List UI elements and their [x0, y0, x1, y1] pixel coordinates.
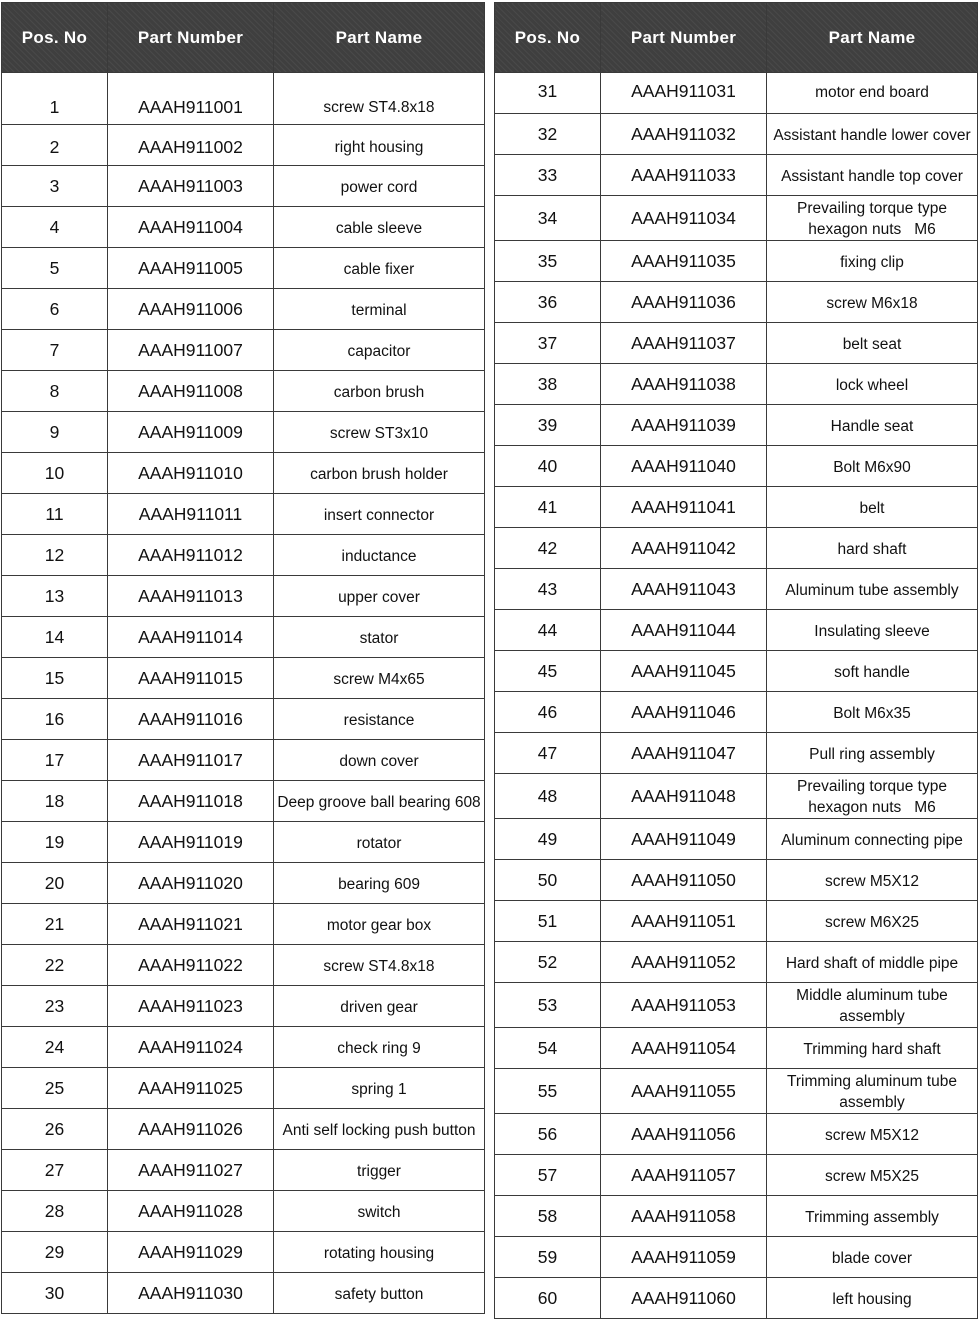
- part-number-cell: AAAH911013: [108, 576, 274, 617]
- pos-no-cell: 42: [495, 528, 601, 569]
- pos-no-cell: 54: [495, 1028, 601, 1069]
- table-row: [2, 904, 485, 945]
- part-number-cell: AAAH911011: [108, 494, 274, 535]
- pos-no-cell: 50: [495, 860, 601, 901]
- pos-no-cell: 39: [495, 405, 601, 446]
- pos-no-cell: 33: [495, 155, 601, 196]
- pos-no-cell: 5: [2, 248, 108, 289]
- table-row: [495, 114, 978, 155]
- part-number-cell: AAAH911010: [108, 453, 274, 494]
- table-row: [495, 651, 978, 692]
- part-name-cell: screw M5X12: [767, 860, 978, 901]
- table-row: [495, 1028, 978, 1069]
- part-name-cell: blade cover: [767, 1237, 978, 1278]
- table-row: [495, 733, 978, 774]
- table-row: [2, 371, 485, 412]
- pos-no-cell: 13: [2, 576, 108, 617]
- part-name-cell: carbon brush: [274, 371, 485, 412]
- part-name-cell: Assistant handle lower cover: [767, 114, 978, 155]
- table-row: [2, 863, 485, 904]
- part-name-cell: cable sleeve: [274, 207, 485, 248]
- part-name-cell: safety button: [274, 1273, 485, 1314]
- table-row: [2, 535, 485, 576]
- pos-no-cell: 19: [2, 822, 108, 863]
- part-number-cell: AAAH911006: [108, 289, 274, 330]
- part-number-cell: AAAH911037: [601, 323, 767, 364]
- part-name-cell: carbon brush holder: [274, 453, 485, 494]
- pos-no-cell: 3: [2, 166, 108, 207]
- table-row: [495, 1155, 978, 1196]
- part-number-cell: AAAH911035: [601, 241, 767, 282]
- pos-no-cell: 6: [2, 289, 108, 330]
- part-number-cell: AAAH911016: [108, 699, 274, 740]
- part-number-cell: AAAH911039: [601, 405, 767, 446]
- table-row: [2, 1027, 485, 1068]
- pos-no-cell: 44: [495, 610, 601, 651]
- pos-no-cell: 16: [2, 699, 108, 740]
- part-name-cell: Middle aluminum tube assembly: [767, 983, 978, 1028]
- table-row: [495, 901, 978, 942]
- part-number-cell: AAAH911025: [108, 1068, 274, 1109]
- table-row: [2, 453, 485, 494]
- part-name-cell: motor gear box: [274, 904, 485, 945]
- part-number-cell: AAAH911001: [108, 73, 274, 125]
- table-row: [495, 1237, 978, 1278]
- part-name-cell: screw M5X25: [767, 1155, 978, 1196]
- part-name-cell: screw ST4.8x18: [274, 73, 485, 125]
- part-name-cell: Trimming assembly: [767, 1196, 978, 1237]
- table-row: [495, 569, 978, 610]
- part-name-cell: Prevailing torque type hexagon nuts M6: [767, 196, 978, 241]
- pos-no-cell: 7: [2, 330, 108, 371]
- pos-no-cell: 52: [495, 942, 601, 983]
- part-name-cell: resistance: [274, 699, 485, 740]
- table-row: [495, 1069, 978, 1114]
- table-row: [495, 1196, 978, 1237]
- pos-no-cell: 47: [495, 733, 601, 774]
- part-number-cell: AAAH911051: [601, 901, 767, 942]
- pos-no-cell: 30: [2, 1273, 108, 1314]
- part-number-cell: AAAH911048: [601, 774, 767, 819]
- part-number-cell: AAAH911052: [601, 942, 767, 983]
- part-number-cell: AAAH911054: [601, 1028, 767, 1069]
- part-name-cell: lock wheel: [767, 364, 978, 405]
- part-number-cell: AAAH911033: [601, 155, 767, 196]
- part-number-cell: AAAH911004: [108, 207, 274, 248]
- pos-no-cell: 40: [495, 446, 601, 487]
- part-name-cell: Prevailing torque type hexagon nuts M6: [767, 774, 978, 819]
- table-row: [2, 576, 485, 617]
- part-name-cell: left housing: [767, 1278, 978, 1319]
- part-name-cell: spring 1: [274, 1068, 485, 1109]
- table-row: [495, 282, 978, 323]
- part-number-cell: AAAH911043: [601, 569, 767, 610]
- table-row: [2, 740, 485, 781]
- parts-table-right: [494, 2, 978, 1319]
- part-number-cell: AAAH911036: [601, 282, 767, 323]
- pos-no-cell: 4: [2, 207, 108, 248]
- part-name-cell: capacitor: [274, 330, 485, 371]
- pos-no-cell: 20: [2, 863, 108, 904]
- part-name-cell: check ring 9: [274, 1027, 485, 1068]
- part-name-cell: Assistant handle top cover: [767, 155, 978, 196]
- table-row: [495, 1278, 978, 1319]
- table-row: [2, 166, 485, 207]
- part-number-cell: AAAH911044: [601, 610, 767, 651]
- pos-no-cell: 22: [2, 945, 108, 986]
- part-name-cell: rotator: [274, 822, 485, 863]
- table-row: [2, 945, 485, 986]
- part-number-cell: AAAH911027: [108, 1150, 274, 1191]
- table-row: [495, 692, 978, 733]
- pos-no-cell: 27: [2, 1150, 108, 1191]
- parts-table-left: [1, 2, 485, 1314]
- part-number-cell: AAAH911041: [601, 487, 767, 528]
- table-row: [2, 781, 485, 822]
- part-number-cell: AAAH911045: [601, 651, 767, 692]
- pos-no-cell: 29: [2, 1232, 108, 1273]
- pos-no-cell: 46: [495, 692, 601, 733]
- pos-no-cell: 2: [2, 125, 108, 166]
- table-row: [495, 1114, 978, 1155]
- part-name-cell: power cord: [274, 166, 485, 207]
- table-row: [2, 289, 485, 330]
- part-name-cell: Bolt M6x90: [767, 446, 978, 487]
- table-row: [2, 699, 485, 740]
- part-name-cell: Handle seat: [767, 405, 978, 446]
- table-row: [495, 364, 978, 405]
- pos-no-cell: 17: [2, 740, 108, 781]
- header-part-number: Part Number: [601, 3, 767, 73]
- part-name-cell: Deep groove ball bearing 608: [274, 781, 485, 822]
- pos-no-cell: 57: [495, 1155, 601, 1196]
- table-row: [495, 774, 978, 819]
- part-name-cell: fixing clip: [767, 241, 978, 282]
- header-part-number: Part Number: [108, 3, 274, 73]
- pos-no-cell: 38: [495, 364, 601, 405]
- part-number-cell: AAAH911038: [601, 364, 767, 405]
- header-pos-no: Pos. No: [2, 3, 108, 73]
- table-row: [2, 1150, 485, 1191]
- pos-no-cell: 21: [2, 904, 108, 945]
- part-name-cell: down cover: [274, 740, 485, 781]
- part-name-cell: Trimming aluminum tube assembly: [767, 1069, 978, 1114]
- part-number-cell: AAAH911018: [108, 781, 274, 822]
- table-row: [495, 942, 978, 983]
- pos-no-cell: 56: [495, 1114, 601, 1155]
- part-number-cell: AAAH911028: [108, 1191, 274, 1232]
- pos-no-cell: 60: [495, 1278, 601, 1319]
- part-number-cell: AAAH911031: [601, 73, 767, 114]
- part-number-cell: AAAH911050: [601, 860, 767, 901]
- part-name-cell: Anti self locking push button: [274, 1109, 485, 1150]
- part-number-cell: AAAH911049: [601, 819, 767, 860]
- pos-no-cell: 37: [495, 323, 601, 364]
- part-name-cell: screw M6X25: [767, 901, 978, 942]
- pos-no-cell: 14: [2, 617, 108, 658]
- table-row: [2, 617, 485, 658]
- pos-no-cell: 43: [495, 569, 601, 610]
- part-name-cell: Aluminum connecting pipe: [767, 819, 978, 860]
- table-row: [2, 73, 485, 125]
- pos-no-cell: 25: [2, 1068, 108, 1109]
- part-number-cell: AAAH911005: [108, 248, 274, 289]
- part-number-cell: AAAH911022: [108, 945, 274, 986]
- table-row: [2, 986, 485, 1027]
- part-number-cell: AAAH911042: [601, 528, 767, 569]
- part-name-cell: Insulating sleeve: [767, 610, 978, 651]
- table-row: [495, 323, 978, 364]
- table-row: [2, 412, 485, 453]
- part-name-cell: screw ST4.8x18: [274, 945, 485, 986]
- pos-no-cell: 9: [2, 412, 108, 453]
- table-row: [2, 1232, 485, 1273]
- pos-no-cell: 53: [495, 983, 601, 1028]
- part-name-cell: Hard shaft of middle pipe: [767, 942, 978, 983]
- part-name-cell: belt seat: [767, 323, 978, 364]
- pos-no-cell: 58: [495, 1196, 601, 1237]
- part-name-cell: right housing: [274, 125, 485, 166]
- table-row: [2, 658, 485, 699]
- part-name-cell: screw M6x18: [767, 282, 978, 323]
- header-pos-no: Pos. No: [495, 3, 601, 73]
- table-row: [495, 241, 978, 282]
- table-row: [495, 610, 978, 651]
- pos-no-cell: 15: [2, 658, 108, 699]
- pos-no-cell: 35: [495, 241, 601, 282]
- part-name-cell: inductance: [274, 535, 485, 576]
- part-name-cell: belt: [767, 487, 978, 528]
- pos-no-cell: 36: [495, 282, 601, 323]
- header-part-name: Part Name: [274, 3, 485, 73]
- pos-no-cell: 26: [2, 1109, 108, 1150]
- part-name-cell: upper cover: [274, 576, 485, 617]
- pos-no-cell: 24: [2, 1027, 108, 1068]
- part-number-cell: AAAH911046: [601, 692, 767, 733]
- table-row: [495, 983, 978, 1028]
- part-name-cell: switch: [274, 1191, 485, 1232]
- pos-no-cell: 41: [495, 487, 601, 528]
- table-row: [2, 1273, 485, 1314]
- table-row: [2, 330, 485, 371]
- pos-no-cell: 1: [2, 73, 108, 125]
- part-number-cell: AAAH911024: [108, 1027, 274, 1068]
- part-number-cell: AAAH911032: [601, 114, 767, 155]
- table-row: [495, 73, 978, 114]
- part-number-cell: AAAH911021: [108, 904, 274, 945]
- part-number-cell: AAAH911040: [601, 446, 767, 487]
- part-name-cell: trigger: [274, 1150, 485, 1191]
- pos-no-cell: 49: [495, 819, 601, 860]
- pos-no-cell: 12: [2, 535, 108, 576]
- header-part-name: Part Name: [767, 3, 978, 73]
- part-name-cell: hard shaft: [767, 528, 978, 569]
- pos-no-cell: 23: [2, 986, 108, 1027]
- table-header-row: [2, 3, 485, 73]
- table-row: [2, 248, 485, 289]
- table-row: [2, 125, 485, 166]
- part-name-cell: screw M5X12: [767, 1114, 978, 1155]
- pos-no-cell: 18: [2, 781, 108, 822]
- part-name-cell: Trimming hard shaft: [767, 1028, 978, 1069]
- part-name-cell: Bolt M6x35: [767, 692, 978, 733]
- part-name-cell: bearing 609: [274, 863, 485, 904]
- part-name-cell: cable fixer: [274, 248, 485, 289]
- part-number-cell: AAAH911008: [108, 371, 274, 412]
- part-number-cell: AAAH911015: [108, 658, 274, 699]
- table-row: [495, 528, 978, 569]
- table-header-row: [495, 3, 978, 73]
- part-name-cell: screw ST3x10: [274, 412, 485, 453]
- table-row: [2, 1191, 485, 1232]
- part-name-cell: rotating housing: [274, 1232, 485, 1273]
- part-number-cell: AAAH911012: [108, 535, 274, 576]
- table-row: [2, 207, 485, 248]
- part-number-cell: AAAH911055: [601, 1069, 767, 1114]
- table-row: [495, 155, 978, 196]
- part-number-cell: AAAH911026: [108, 1109, 274, 1150]
- part-number-cell: AAAH911057: [601, 1155, 767, 1196]
- part-number-cell: AAAH911017: [108, 740, 274, 781]
- part-name-cell: Aluminum tube assembly: [767, 569, 978, 610]
- pos-no-cell: 59: [495, 1237, 601, 1278]
- table-row: [2, 1109, 485, 1150]
- part-number-cell: AAAH911029: [108, 1232, 274, 1273]
- part-name-cell: insert connector: [274, 494, 485, 535]
- pos-no-cell: 11: [2, 494, 108, 535]
- table-row: [495, 860, 978, 901]
- part-name-cell: driven gear: [274, 986, 485, 1027]
- part-number-cell: AAAH911007: [108, 330, 274, 371]
- pos-no-cell: 10: [2, 453, 108, 494]
- pos-no-cell: 45: [495, 651, 601, 692]
- part-name-cell: Pull ring assembly: [767, 733, 978, 774]
- part-name-cell: terminal: [274, 289, 485, 330]
- part-number-cell: AAAH911047: [601, 733, 767, 774]
- part-number-cell: AAAH911059: [601, 1237, 767, 1278]
- part-number-cell: AAAH911030: [108, 1273, 274, 1314]
- part-number-cell: AAAH911053: [601, 983, 767, 1028]
- pos-no-cell: 31: [495, 73, 601, 114]
- pos-no-cell: 32: [495, 114, 601, 155]
- table-row: [495, 405, 978, 446]
- pos-no-cell: 51: [495, 901, 601, 942]
- table-row: [495, 446, 978, 487]
- part-name-cell: motor end board: [767, 73, 978, 114]
- table-row: [495, 487, 978, 528]
- table-row: [2, 494, 485, 535]
- table-row: [2, 822, 485, 863]
- table-row: [495, 819, 978, 860]
- part-number-cell: AAAH911058: [601, 1196, 767, 1237]
- pos-no-cell: 48: [495, 774, 601, 819]
- part-name-cell: soft handle: [767, 651, 978, 692]
- part-number-cell: AAAH911056: [601, 1114, 767, 1155]
- pos-no-cell: 34: [495, 196, 601, 241]
- table-row: [2, 1068, 485, 1109]
- pos-no-cell: 55: [495, 1069, 601, 1114]
- part-name-cell: screw M4x65: [274, 658, 485, 699]
- part-number-cell: AAAH911034: [601, 196, 767, 241]
- part-number-cell: AAAH911003: [108, 166, 274, 207]
- part-number-cell: AAAH911002: [108, 125, 274, 166]
- part-number-cell: AAAH911014: [108, 617, 274, 658]
- pos-no-cell: 28: [2, 1191, 108, 1232]
- part-number-cell: AAAH911023: [108, 986, 274, 1027]
- pos-no-cell: 8: [2, 371, 108, 412]
- table-row: [495, 196, 978, 241]
- part-number-cell: AAAH911060: [601, 1278, 767, 1319]
- part-name-cell: stator: [274, 617, 485, 658]
- part-number-cell: AAAH911009: [108, 412, 274, 453]
- part-number-cell: AAAH911020: [108, 863, 274, 904]
- part-number-cell: AAAH911019: [108, 822, 274, 863]
